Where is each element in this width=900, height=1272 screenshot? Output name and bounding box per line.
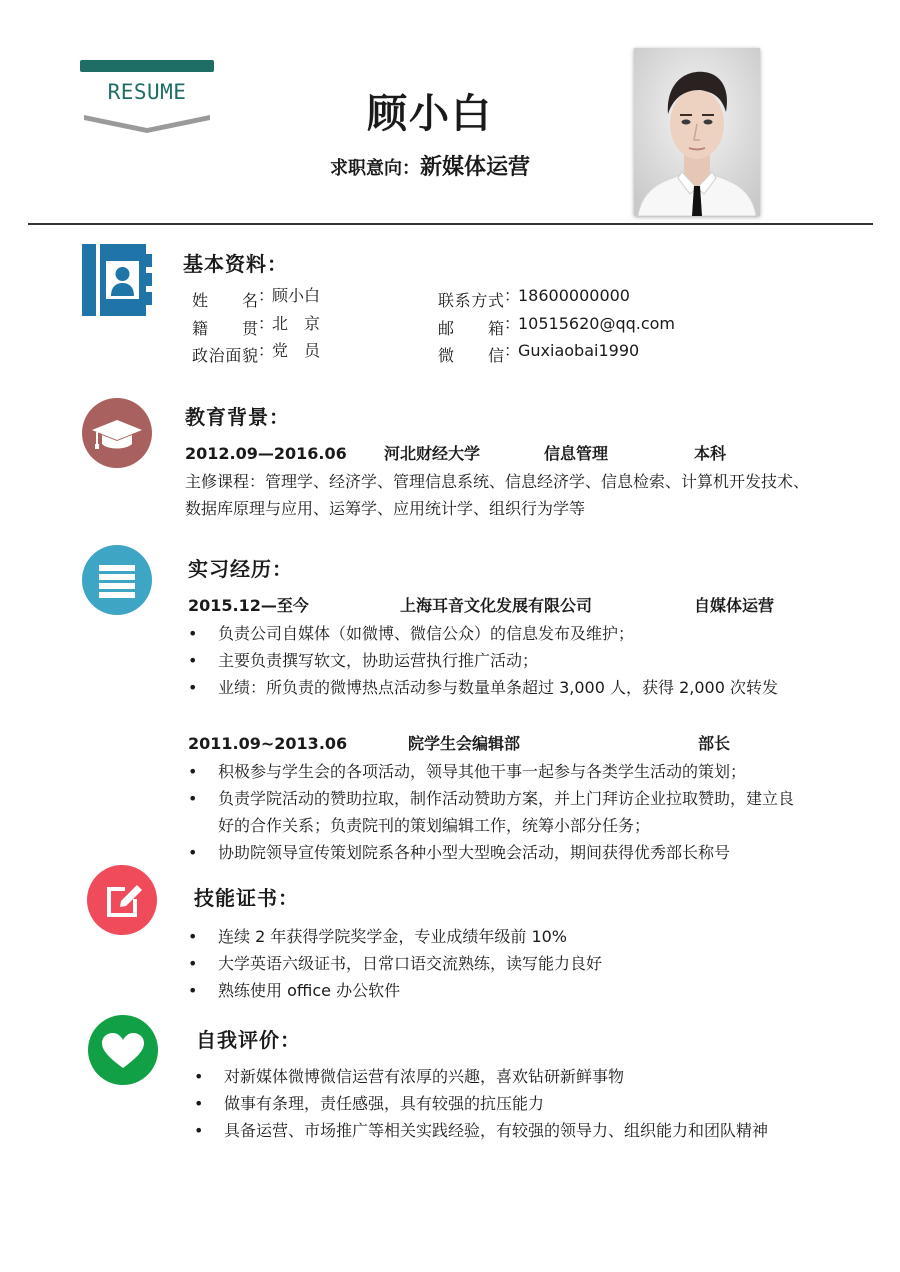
field-value-hometown: 北 京 — [272, 314, 321, 333]
skills-bullets — [186, 923, 796, 1004]
section-title-self: 自我评价： — [196, 1028, 301, 1052]
field-label-phone: 联系方式 — [438, 291, 504, 310]
field-sep-phone: ： — [504, 286, 521, 305]
section-title-internship: 实习经历： — [188, 557, 293, 581]
field-value-phone: 18600000000 — [518, 286, 630, 305]
profile-photo — [634, 48, 760, 216]
field-label-political: 政治面貌 — [192, 346, 258, 365]
list-item: • 协助院领导宣传策划院系各种小型大型晚会活动，期间获得优秀部长称号 — [186, 839, 796, 866]
field-label-wechat: 微信 — [438, 346, 504, 365]
list-item: • 做事有条理，责任感强，具有较强的抗压能力 — [192, 1090, 802, 1117]
list-item: • 大学英语六级证书，日常口语交流熟练，读写能力良好 — [186, 950, 796, 977]
resume-badge-text: RESUME — [107, 80, 187, 104]
section-title-education: 教育背景： — [185, 405, 290, 429]
field-sep-email: ： — [504, 314, 521, 333]
field-value-name: 顾小白 — [272, 286, 321, 305]
list-item: • 连续 2 年获得学院奖学金，专业成绩年级前 10% — [186, 923, 796, 950]
list-item: • 业绩：所负责的微博热点活动参与数量单条超过 3,000 人，获得 2,000 次转发 — [186, 674, 796, 701]
list-item: • 负责公司自媒体（如微博、微信公众）的信息发布及维护； — [186, 620, 796, 647]
job-role: 自媒体运营 — [694, 596, 775, 615]
candidate-name: 顾小白 — [367, 91, 493, 137]
field-label-hometown: 籍贯 — [192, 319, 258, 338]
list-item: • 负责学院活动的赞助拉取，制作活动赞助方案，并上门拜访企业拉取赞助，建立良好的合作关系；负责院刊的策划编辑工作，统筹小部分任务； — [186, 785, 796, 839]
list-item: • 主要负责撰写软文，协助运营执行推广活动； — [186, 647, 796, 674]
field-value-email: 10515620@qq.com — [518, 314, 676, 333]
job-bullets — [186, 758, 796, 866]
edit-icon — [87, 865, 157, 935]
list-item: • 具备运营、市场推广等相关实践经验，有较强的领导力、组织能力和团队精神 — [192, 1117, 802, 1144]
field-sep-political: ： — [258, 341, 275, 360]
job-period: 2015.12—至今 — [188, 596, 309, 615]
field-label-name: 姓名 — [192, 291, 258, 310]
ribbon-chevron-icon — [84, 112, 210, 134]
resume-badge-bar — [80, 60, 214, 72]
field-value-political: 党 员 — [272, 341, 321, 360]
field-sep-name: ： — [258, 286, 275, 305]
job-org: 院学生会编辑部 — [408, 734, 521, 753]
edu-courses-line1: 主修课程：管理学、经济学、管理信息系统、信息经济学、信息检索、计算机开发技术、 — [185, 472, 810, 491]
edu-school: 河北财经大学 — [384, 444, 481, 463]
list-item: • 对新媒体微博微信运营有浓厚的兴趣，喜欢钻研新鲜事物 — [192, 1063, 802, 1090]
header-divider — [28, 223, 873, 225]
heart-icon — [88, 1015, 158, 1085]
field-label-email: 邮箱 — [438, 319, 504, 338]
edu-courses-line2: 数据库原理与应用、运筹学、应用统计学、组织行为学等 — [185, 499, 586, 518]
section-title-basic: 基本资料： — [183, 252, 288, 276]
edu-period: 2012.09—2016.06 — [185, 444, 347, 463]
job-org: 上海耳音文化发展有限公司 — [400, 596, 593, 615]
list-icon — [82, 545, 152, 615]
resume-badge — [80, 60, 214, 134]
job-objective — [260, 150, 600, 181]
edu-major: 信息管理 — [544, 444, 609, 463]
field-sep-hometown: ： — [258, 314, 275, 333]
field-sep-wechat: ： — [504, 341, 521, 360]
job-objective-label: 求职意向： — [329, 158, 420, 179]
self-bullets — [192, 1063, 802, 1144]
list-item: • 积极参与学生会的各项活动，领导其他干事一起参与各类学生活动的策划； — [186, 758, 796, 785]
contact-book-icon — [82, 244, 152, 316]
job-bullets — [186, 620, 796, 701]
job-objective-value: 新媒体运营 — [419, 155, 530, 180]
list-item: • 熟练使用 office 办公软件 — [186, 977, 796, 1004]
job-role: 部长 — [698, 734, 731, 753]
section-title-skills: 技能证书： — [194, 886, 299, 910]
job-period: 2011.09~2013.06 — [188, 734, 348, 753]
edu-degree: 本科 — [694, 444, 727, 463]
graduation-cap-icon — [82, 398, 152, 468]
field-value-wechat: Guxiaobai1990 — [518, 341, 640, 360]
